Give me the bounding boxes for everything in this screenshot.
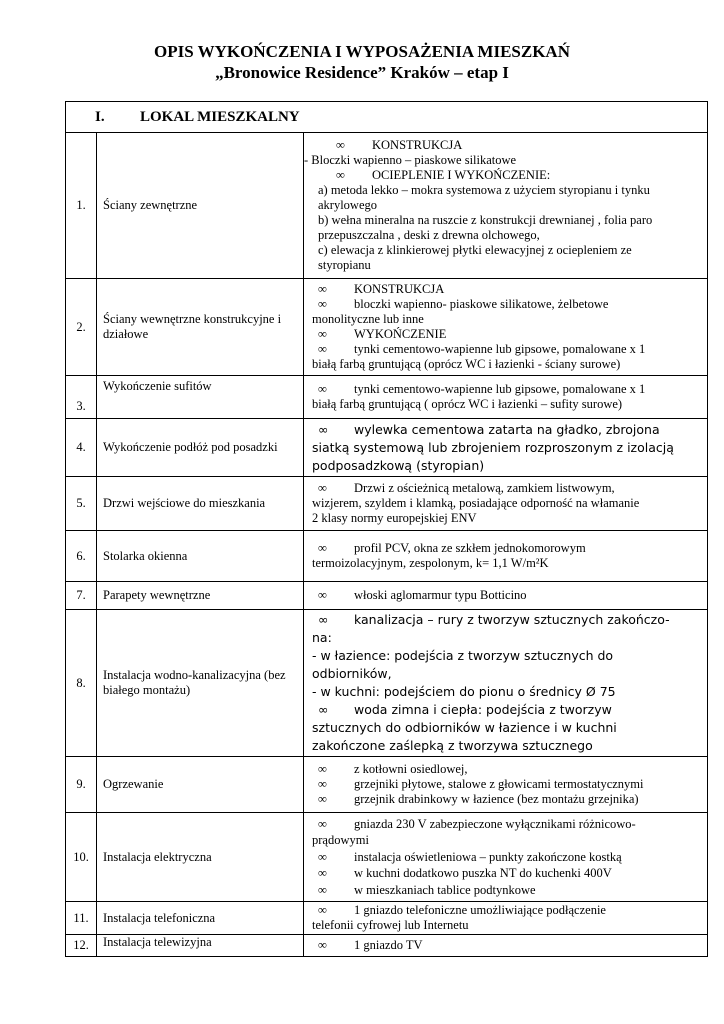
table-row bbox=[66, 133, 708, 279]
table-row bbox=[66, 531, 708, 582]
row-label: Instalacja elektryczna bbox=[97, 813, 304, 902]
row-number: 4. bbox=[66, 419, 97, 477]
row-label: Instalacja wodno-kanalizacyjna (bez białego montażu) bbox=[97, 610, 304, 757]
row-label: Parapety wewnętrzne bbox=[97, 582, 304, 610]
row-label: Wykończenie sufitów bbox=[97, 376, 304, 419]
table-row bbox=[66, 813, 708, 902]
bullet-icon: ∞ bbox=[318, 588, 327, 602]
row-number: 2. bbox=[66, 279, 97, 376]
bullet-icon: ∞ bbox=[318, 938, 327, 952]
bullet-icon: ∞ bbox=[336, 168, 345, 182]
bullet-icon: ∞ bbox=[318, 382, 327, 396]
table-row bbox=[66, 279, 708, 376]
table-row bbox=[66, 376, 708, 419]
row-label: Ściany zewnętrzne bbox=[97, 133, 304, 279]
bullet-icon: ∞ bbox=[318, 327, 327, 341]
row-number: 10. bbox=[66, 813, 97, 902]
bullet-icon: ∞ bbox=[318, 541, 327, 555]
bullet-icon: ∞ bbox=[318, 866, 327, 881]
row-label: Instalacja telefoniczna bbox=[97, 902, 304, 935]
table-row bbox=[66, 582, 708, 610]
table-row bbox=[66, 477, 708, 531]
row-label: Ściany wewnętrzne konstrukcyjne i działowe bbox=[97, 279, 304, 376]
bullet-icon: ∞ bbox=[318, 702, 329, 717]
row-content: ∞ z kotłowni osiedlowej, ∞ grzejniki płytowe, stalowe z głowicami termostatycznymi ∞ grzejnik drabinkowy w łazience (bez montażu grzejnika) bbox=[304, 757, 708, 813]
row-content: ∞ Drzwi z ościeżnicą metalową, zamkiem listwowym, wizjerem, szyldem i klamką, posiadające odporność na włamanie 2 klasy normy europejskiej ENV bbox=[304, 477, 708, 531]
bullet-icon: ∞ bbox=[318, 792, 327, 806]
row-content: ∞ wylewka cementowa zatarta na gładko, zbrojona siatką systemową lub zbrojeniem rozproszonym z izolacją podposadzkową (styropian) bbox=[304, 419, 708, 477]
bullet-icon: ∞ bbox=[336, 138, 345, 152]
document-subtitle: „Bronowice Residence” Kraków – etap I bbox=[215, 63, 509, 82]
row-number: 5. bbox=[66, 477, 97, 531]
section-label: LOKAL MIESZKALNY bbox=[140, 108, 300, 125]
row-number: 3. bbox=[66, 376, 97, 419]
row-number: 9. bbox=[66, 757, 97, 813]
table-row bbox=[66, 902, 708, 935]
bullet-icon: ∞ bbox=[318, 816, 327, 831]
table-row bbox=[66, 610, 708, 757]
row-content: ∞ gniazda 230 V zabezpieczone wyłącznikami różnicowo- prądowymi ∞ instalacja oświetleniowa – punkty zakończone kostką ∞ w kuchni dodatkowo puszka NT do kuchenki 400V ∞ w mieszkaniach tablice podtynkowe bbox=[304, 813, 708, 902]
bullet-icon: ∞ bbox=[318, 903, 327, 917]
bullet-icon: ∞ bbox=[318, 762, 327, 776]
section-header-row bbox=[66, 102, 708, 133]
bullet-icon: ∞ bbox=[318, 282, 327, 296]
row-content: ∞ kanalizacja – rury z tworzyw sztucznych zakończo- na: - w łazience: podejścia z tworzyw sztucznych do odbiorników, - w kuchni: podejściem do pionu o średnicy Ø 75 ∞ woda zimna i ciepła: podejścia z tworzyw sztucznych do odbiorników w łazience i w kuchni zakończone zaślepką z tworzywa sztucznego bbox=[304, 610, 708, 757]
specification-table bbox=[65, 101, 708, 957]
row-label: Stolarka okienna bbox=[97, 531, 304, 582]
bullet-icon: ∞ bbox=[318, 297, 327, 311]
row-number: 1. bbox=[66, 133, 97, 279]
table-row bbox=[66, 419, 708, 477]
bullet-icon: ∞ bbox=[318, 421, 329, 437]
row-content: ∞ profil PCV, okna ze szkłem jednokomorowym termoizolacyjnym, zespolonym, k= 1,1 W/m²K bbox=[304, 531, 708, 582]
row-content: ∞ włoski aglomarmur typu Botticino bbox=[304, 582, 708, 610]
row-content: ∞ 1 gniazdo TV bbox=[304, 935, 708, 957]
row-number: 8. bbox=[66, 610, 97, 757]
bullet-icon: ∞ bbox=[318, 849, 327, 864]
row-content: ∞ 1 gniazdo telefoniczne umożliwiające podłączenie telefonii cyfrowej lub Internetu bbox=[304, 902, 708, 935]
row-label: Instalacja telewizyjna bbox=[97, 935, 304, 957]
row-content: ∞ KONSTRUKCJA ∞ bloczki wapienno- piaskowe silikatowe, żelbetowe monolityczne lub inne ∞ WYKOŃCZENIE ∞ tynki cementowo-wapienne lub gipsowe, pomalowane x 1 białą farbą gruntującą (oprócz WC i łazienki - ściany surowe) bbox=[304, 279, 708, 376]
row-label: Ogrzewanie bbox=[97, 757, 304, 813]
section-number: I. bbox=[95, 108, 105, 125]
row-number: 6. bbox=[66, 531, 97, 582]
row-label: Drzwi wejściowe do mieszkania bbox=[97, 477, 304, 531]
row-label: Wykończenie podłóż pod posadzki bbox=[97, 419, 304, 477]
bullet-icon: ∞ bbox=[318, 882, 327, 897]
bullet-icon: ∞ bbox=[318, 777, 327, 791]
row-content: ∞ tynki cementowo-wapienne lub gipsowe, pomalowane x 1 białą farbą gruntującą ( oprócz WC i łazienki – sufity surowe) bbox=[304, 376, 708, 419]
bullet-icon: ∞ bbox=[318, 481, 327, 495]
row-number: 12. bbox=[66, 935, 97, 957]
bullet-icon: ∞ bbox=[318, 612, 329, 627]
row-number: 11. bbox=[66, 902, 97, 935]
document-title: OPIS WYKOŃCZENIA I WYPOSAŻENIA MIESZKAŃ bbox=[154, 42, 570, 61]
row-content: ∞ KONSTRUKCJA - Bloczki wapienno – piaskowe silikatowe ∞ OCIEPLENIE I WYKOŃCZENIE: a) metoda lekko – mokra systemowa z użyciem styropianu i tynku akrylowego b) wełna mineralna na ruszcie z konstrukcji drewnianej , folia paro przepuszczalna , deski z drewna olchowego, c) elewacja z klinkierowej płytki elewacyjnej z ociepleniem ze styropianu bbox=[304, 133, 708, 279]
row-number: 7. bbox=[66, 582, 97, 610]
bullet-icon: ∞ bbox=[318, 342, 327, 356]
table-row bbox=[66, 935, 708, 957]
table-row bbox=[66, 757, 708, 813]
